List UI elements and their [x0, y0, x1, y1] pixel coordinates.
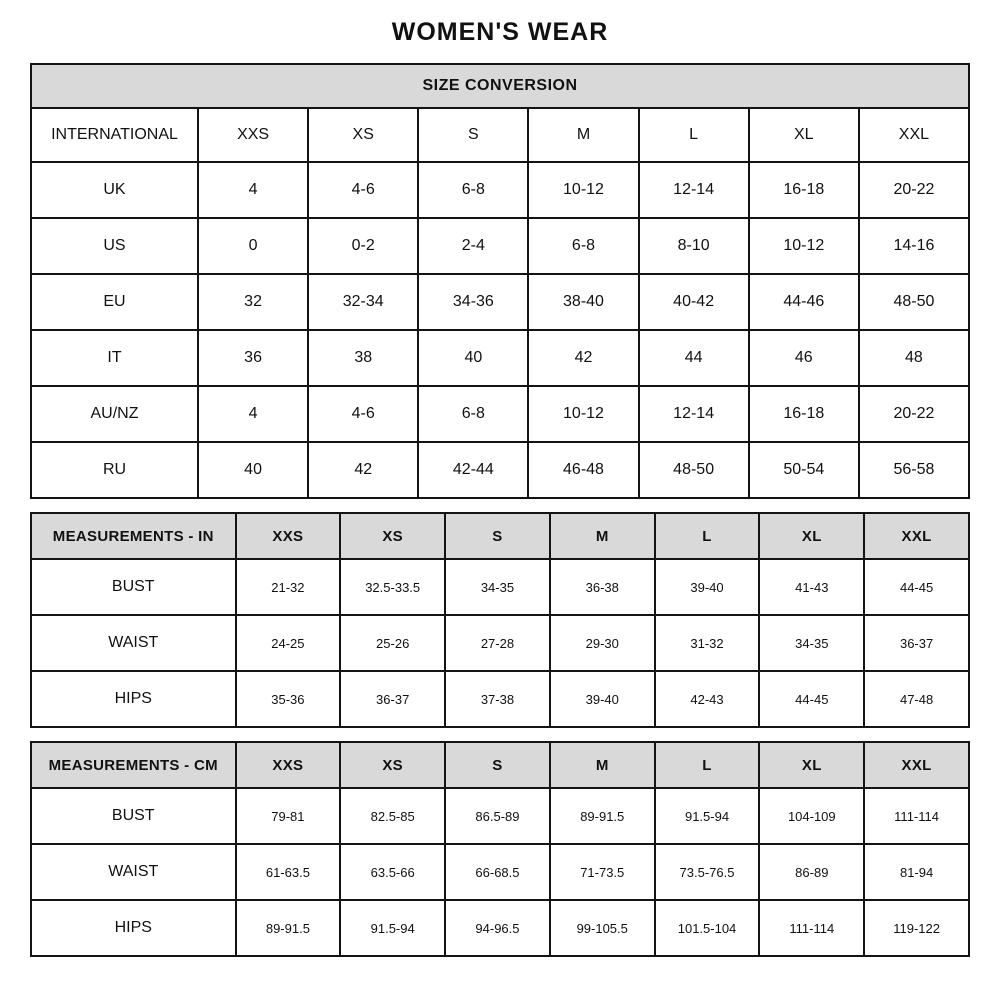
cell: 38-40 [528, 274, 638, 330]
cell: 94-96.5 [445, 900, 550, 956]
column-header: XL [759, 742, 864, 788]
size-conversion-table [30, 63, 970, 499]
column-header: XXL [864, 742, 969, 788]
column-header: INTERNATIONAL [31, 108, 198, 162]
cell: 71-73.5 [550, 844, 655, 900]
row-label: BUST [31, 788, 236, 844]
column-header: XXS [198, 108, 308, 162]
table-row [31, 218, 969, 274]
table-row [31, 386, 969, 442]
table-row [31, 559, 969, 615]
cell: 66-68.5 [445, 844, 550, 900]
table-row [31, 844, 969, 900]
cell: 6-8 [528, 218, 638, 274]
table-row [31, 900, 969, 956]
cell: 10-12 [749, 218, 859, 274]
row-label: EU [31, 274, 198, 330]
column-header: MEASUREMENTS - IN [31, 513, 236, 559]
cell: 40-42 [639, 274, 749, 330]
cell: 16-18 [749, 386, 859, 442]
column-header: S [418, 108, 528, 162]
cell: 36 [198, 330, 308, 386]
row-label: HIPS [31, 671, 236, 727]
table-row [31, 615, 969, 671]
cell: 27-28 [445, 615, 550, 671]
cell: 36-37 [340, 671, 445, 727]
cell: 32-34 [308, 274, 418, 330]
cell: 34-35 [445, 559, 550, 615]
measurements-in-table [30, 512, 970, 728]
table-row [31, 330, 969, 386]
cell: 36-38 [550, 559, 655, 615]
table-row [31, 788, 969, 844]
cell: 4 [198, 386, 308, 442]
row-label: WAIST [31, 615, 236, 671]
cell: 39-40 [655, 559, 760, 615]
cell: 12-14 [639, 386, 749, 442]
row-label: BUST [31, 559, 236, 615]
measurements-cm-header-row [31, 742, 969, 788]
cell: 50-54 [749, 442, 859, 498]
column-header: XL [749, 108, 859, 162]
cell: 89-91.5 [550, 788, 655, 844]
table-row [31, 442, 969, 498]
cell: 20-22 [859, 386, 969, 442]
cell: 10-12 [528, 162, 638, 218]
cell: 89-91.5 [236, 900, 341, 956]
cell: 8-10 [639, 218, 749, 274]
cell: 4-6 [308, 162, 418, 218]
cell: 16-18 [749, 162, 859, 218]
column-header: M [550, 742, 655, 788]
cell: 34-36 [418, 274, 528, 330]
cell: 40 [198, 442, 308, 498]
row-label: WAIST [31, 844, 236, 900]
cell: 46 [749, 330, 859, 386]
cell: 21-32 [236, 559, 341, 615]
column-header: S [445, 513, 550, 559]
cell: 42 [308, 442, 418, 498]
cell: 48-50 [859, 274, 969, 330]
row-label: AU/NZ [31, 386, 198, 442]
cell: 34-35 [759, 615, 864, 671]
cell: 12-14 [639, 162, 749, 218]
cell: 104-109 [759, 788, 864, 844]
column-header: L [655, 513, 760, 559]
cell: 47-48 [864, 671, 969, 727]
cell: 32 [198, 274, 308, 330]
cell: 37-38 [445, 671, 550, 727]
cell: 48-50 [639, 442, 749, 498]
cell: 6-8 [418, 386, 528, 442]
cell: 41-43 [759, 559, 864, 615]
cell: 38 [308, 330, 418, 386]
row-label: RU [31, 442, 198, 498]
cell: 79-81 [236, 788, 341, 844]
cell: 14-16 [859, 218, 969, 274]
column-header: M [528, 108, 638, 162]
column-header: S [445, 742, 550, 788]
cell: 119-122 [864, 900, 969, 956]
cell: 99-105.5 [550, 900, 655, 956]
cell: 46-48 [528, 442, 638, 498]
size-conversion-caption-row [31, 64, 969, 108]
cell: 63.5-66 [340, 844, 445, 900]
cell: 10-12 [528, 386, 638, 442]
cell: 24-25 [236, 615, 341, 671]
table-row [31, 162, 969, 218]
row-label: US [31, 218, 198, 274]
cell: 56-58 [859, 442, 969, 498]
cell: 35-36 [236, 671, 341, 727]
measurements-cm-table [30, 741, 970, 957]
cell: 4-6 [308, 386, 418, 442]
cell: 32.5-33.5 [340, 559, 445, 615]
cell: 44 [639, 330, 749, 386]
cell: 36-37 [864, 615, 969, 671]
column-header: L [639, 108, 749, 162]
measurements-in-body [31, 559, 969, 727]
column-header: L [655, 742, 760, 788]
column-header: MEASUREMENTS - CM [31, 742, 236, 788]
cell: 44-45 [864, 559, 969, 615]
cell: 48 [859, 330, 969, 386]
cell: 86.5-89 [445, 788, 550, 844]
cell: 91.5-94 [340, 900, 445, 956]
size-conversion-body [31, 162, 969, 498]
cell: 82.5-85 [340, 788, 445, 844]
cell: 40 [418, 330, 528, 386]
cell: 111-114 [864, 788, 969, 844]
row-label: HIPS [31, 900, 236, 956]
column-header: XS [340, 742, 445, 788]
column-header: XXS [236, 513, 341, 559]
cell: 61-63.5 [236, 844, 341, 900]
cell: 44-46 [749, 274, 859, 330]
page-title: WOMEN'S WEAR [391, 18, 609, 46]
cell: 101.5-104 [655, 900, 760, 956]
column-header: XXL [864, 513, 969, 559]
measurements-cm-body [31, 788, 969, 956]
cell: 4 [198, 162, 308, 218]
measurements-in-header-row [31, 513, 969, 559]
cell: 39-40 [550, 671, 655, 727]
table-row [31, 274, 969, 330]
cell: 81-94 [864, 844, 969, 900]
column-header: XXS [236, 742, 341, 788]
cell: 31-32 [655, 615, 760, 671]
cell: 0 [198, 218, 308, 274]
cell: 6-8 [418, 162, 528, 218]
column-header: M [550, 513, 655, 559]
row-label: IT [31, 330, 198, 386]
column-header: XS [340, 513, 445, 559]
cell: 91.5-94 [655, 788, 760, 844]
cell: 42 [528, 330, 638, 386]
cell: 29-30 [550, 615, 655, 671]
column-header: XXL [859, 108, 969, 162]
cell: 2-4 [418, 218, 528, 274]
size-conversion-header-row [31, 108, 969, 162]
cell: 44-45 [759, 671, 864, 727]
cell: 42-43 [655, 671, 760, 727]
cell: 20-22 [859, 162, 969, 218]
cell: 42-44 [418, 442, 528, 498]
column-header: XL [759, 513, 864, 559]
cell: 25-26 [340, 615, 445, 671]
size-conversion-caption: SIZE CONVERSION [31, 64, 969, 108]
cell: 73.5-76.5 [655, 844, 760, 900]
row-label: UK [31, 162, 198, 218]
cell: 86-89 [759, 844, 864, 900]
cell: 0-2 [308, 218, 418, 274]
cell: 111-114 [759, 900, 864, 956]
column-header: XS [308, 108, 418, 162]
table-row [31, 671, 969, 727]
